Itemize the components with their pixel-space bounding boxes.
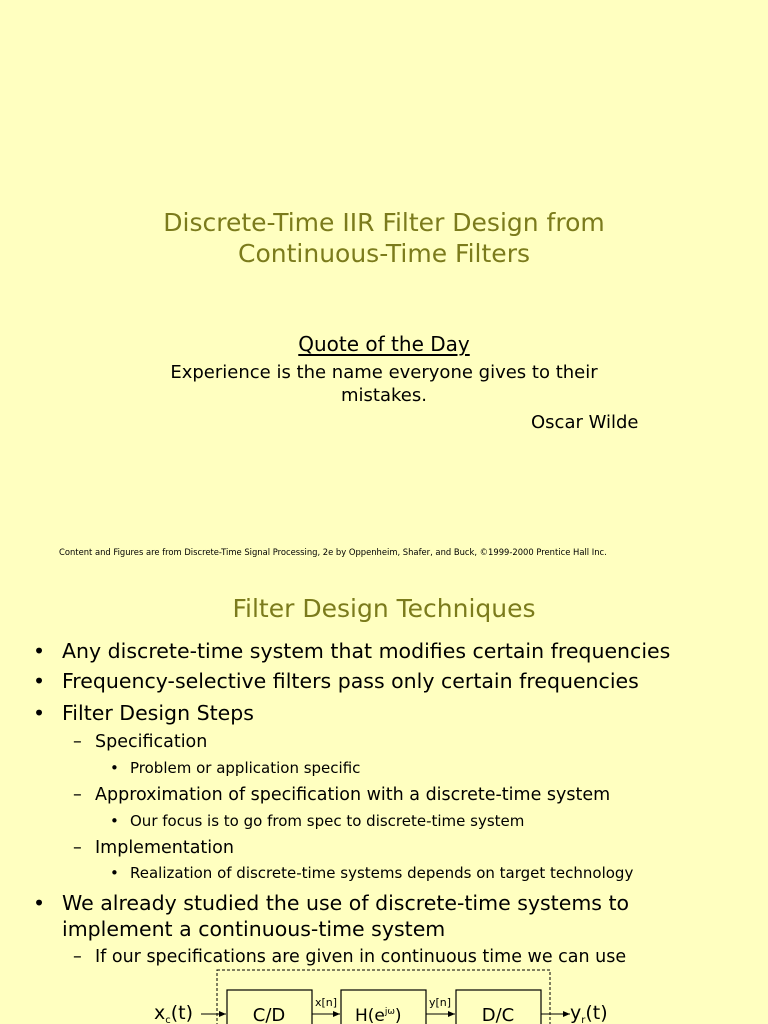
sub-sub-bullet-text: Problem or application specific [130, 759, 361, 777]
slide1-title [0, 207, 768, 269]
bullet-mark: • [33, 701, 46, 725]
quote-text [134, 361, 634, 407]
sub-bullet-text: Implementation [95, 838, 234, 858]
bullet-mark: • [110, 812, 119, 830]
credits-note: Content and Figures are from Discrete-Time Signal Processing, 2e by Oppenheim, Shafer, and Buck, ©1999-2000 Prentice Hall Inc. [59, 547, 607, 557]
dash-mark: – [73, 785, 82, 805]
bullet-mark: • [33, 891, 46, 915]
slide1-title-line2: Continuous-Time Filters [238, 239, 530, 268]
input-signal-label: $x_c(t)$ [154, 1002, 194, 1024]
bullet-text: Filter Design Steps [62, 701, 254, 725]
bullet-text: We already studied the use of discrete-time systems to [62, 891, 630, 915]
dash-mark: – [73, 838, 82, 858]
slide1-title-line1: Discrete-Time IIR Filter Design from [163, 208, 605, 237]
output-signal-label: $y_r(t)$ [570, 1002, 608, 1024]
slide2-title: Filter Design Techniques [232, 594, 536, 623]
bullet-mark: • [33, 669, 46, 693]
sub-sub-bullet-text: Realization of discrete-time systems depends on target technology [130, 864, 634, 882]
dc-block-label: D/C [481, 1005, 515, 1024]
quote-line2: mistakes. [341, 385, 427, 406]
block-diagram [0, 960, 768, 1024]
dash-mark: – [73, 732, 82, 752]
quote-author: Oscar Wilde [531, 412, 639, 433]
quote-heading: Quote of the Day [298, 332, 470, 356]
xn-signal-label: x[n] [315, 996, 338, 1009]
bullet-mark: • [33, 639, 46, 663]
bullet-text: implement a continuous-time system [62, 917, 446, 941]
h-block-label: $H(e^{j\omega})$ [355, 1006, 402, 1024]
quote-line1: Experience is the name everyone gives to their [170, 362, 598, 383]
cd-block-label: C/D [252, 1005, 286, 1024]
bullet-text: Frequency-selective filters pass only certain frequencies [62, 669, 639, 693]
yn-signal-label: y[n] [429, 996, 452, 1009]
dash-mark: – [73, 947, 82, 967]
sub-bullet-text: Specification [95, 732, 208, 752]
sub-bullet-text: If our specifications are given in continuous time we can use [95, 947, 627, 967]
bullet-text: Any discrete-time system that modifies certain frequencies [62, 639, 671, 663]
sub-bullet-text: Approximation of specification with a discrete-time system [95, 785, 611, 805]
bullet-mark: • [110, 864, 119, 882]
sub-sub-bullet-text: Our focus is to go from spec to discrete-time system [130, 812, 525, 830]
bullet-mark: • [110, 759, 119, 777]
